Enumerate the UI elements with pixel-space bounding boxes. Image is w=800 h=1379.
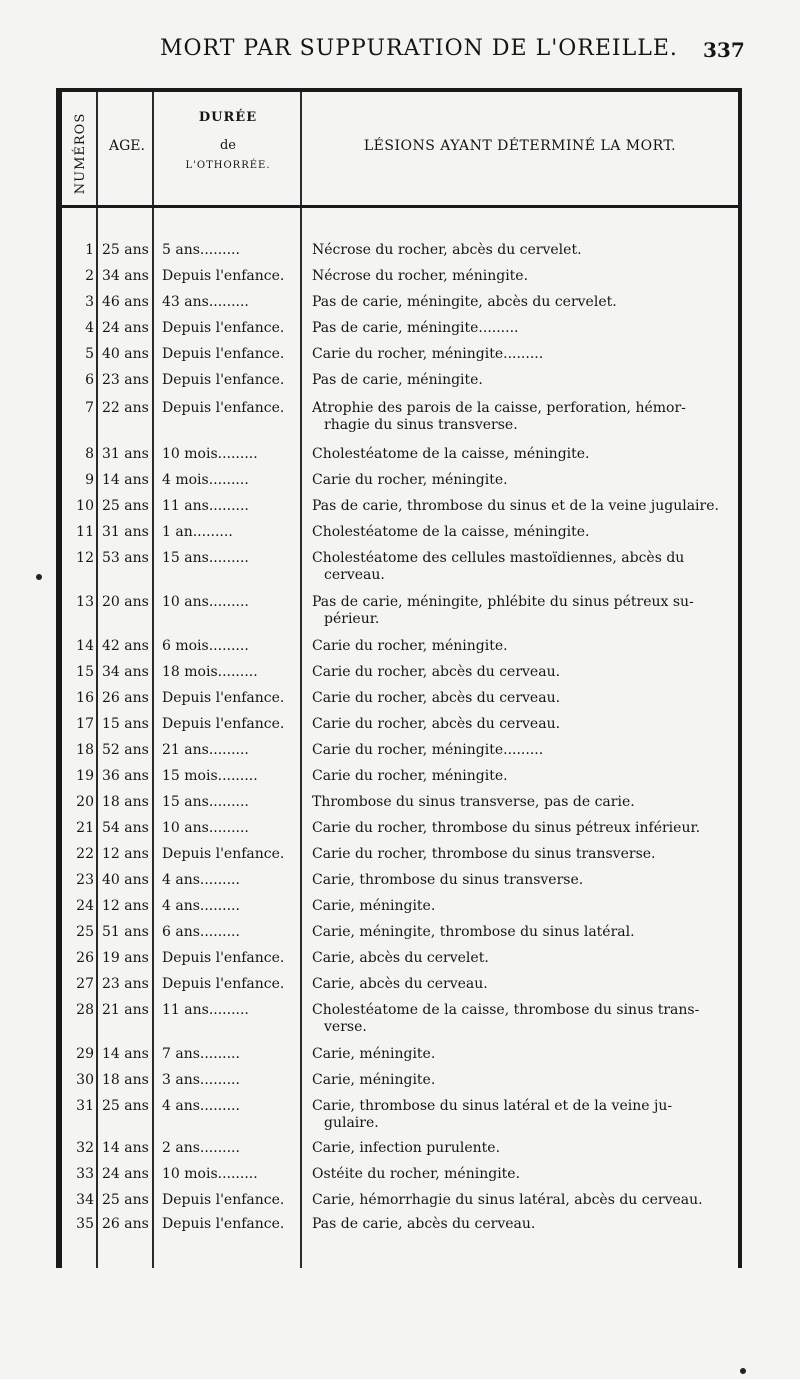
row-duration: 10 ans.........: [162, 594, 249, 610]
row-duration: 1 an.........: [162, 524, 233, 540]
row-number: 30: [76, 1072, 94, 1088]
row-number: 31: [76, 1098, 94, 1114]
row-age: 19 ans: [102, 950, 149, 966]
row-number: 25: [76, 924, 94, 940]
row-lesions-line: Carie du rocher, méningite.........: [312, 742, 544, 758]
row-lesions-line: Pas de carie, thrombose du sinus et de la veine jugulaire.: [312, 498, 719, 514]
row-age: 34 ans: [102, 664, 149, 680]
row-lesions-continuation: cerveau.: [324, 567, 385, 583]
row-lesions-line: Atrophie des parois de la caisse, perforation, hémor-: [312, 400, 686, 416]
row-duration: Depuis l'enfance.: [162, 950, 285, 966]
row-lesions: [312, 268, 738, 285]
row-age: 42 ans: [102, 638, 149, 654]
row-number: 16: [76, 690, 94, 706]
row-number: 15: [76, 664, 94, 680]
row-age: 12 ans: [102, 898, 149, 914]
row-lesions-line: Carie, thrombose du sinus latéral et de la veine ju-: [312, 1098, 673, 1114]
row-lesions-line: Pas de carie, méningite.: [312, 372, 483, 388]
column-header-duree-de: de: [219, 138, 236, 153]
row-lesions: [312, 294, 738, 311]
row-age: 52 ans: [102, 742, 149, 758]
row-lesions-line: Carie du rocher, méningite.: [312, 768, 508, 784]
row-lesions: [312, 594, 738, 628]
row-lesions: [312, 1166, 738, 1183]
row-lesions: [312, 846, 738, 863]
running-title: MORT PAR SUPPURATION DE L'OREILLE.: [160, 36, 678, 61]
row-lesions: [312, 690, 738, 707]
row-duration: Depuis l'enfance.: [162, 372, 285, 388]
row-duration: Depuis l'enfance.: [162, 268, 285, 284]
row-duration: 18 mois.........: [162, 664, 258, 680]
row-lesions: [312, 898, 738, 915]
row-lesions-line: Carie, méningite.: [312, 1046, 436, 1062]
row-lesions: [312, 1072, 738, 1089]
row-number: 35: [76, 1216, 94, 1232]
row-age: 36 ans: [102, 768, 149, 784]
row-lesions: [312, 1098, 738, 1132]
row-lesions: [312, 924, 738, 941]
row-age: 14 ans: [102, 472, 149, 488]
row-duration: 4 ans.........: [162, 872, 240, 888]
row-number: 23: [76, 872, 94, 888]
row-lesions: [312, 950, 738, 967]
row-lesions: [312, 1140, 738, 1157]
row-duration: Depuis l'enfance.: [162, 976, 285, 992]
row-duration: 10 mois.........: [162, 446, 258, 462]
row-lesions: [312, 242, 738, 259]
row-number: 5: [85, 346, 94, 362]
row-number: 9: [85, 472, 94, 488]
row-number: 24: [76, 898, 94, 914]
row-lesions-line: Carie, méningite.: [312, 898, 436, 914]
row-lesions: [312, 472, 738, 489]
row-lesions-line: Pas de carie, méningite, phlébite du sinus pétreux su-: [312, 594, 694, 610]
row-lesions: [312, 976, 738, 993]
row-lesions: [312, 446, 738, 463]
row-age: 26 ans: [102, 690, 149, 706]
row-age: 18 ans: [102, 794, 149, 810]
row-lesions-line: Carie du rocher, méningite.: [312, 472, 508, 488]
row-number: 3: [85, 294, 94, 310]
row-duration: Depuis l'enfance.: [162, 1216, 285, 1232]
row-number: 8: [85, 446, 94, 462]
row-age: 31 ans: [102, 446, 149, 462]
row-lesions-line: Pas de carie, méningite.........: [312, 320, 519, 336]
row-number: 10: [76, 498, 94, 514]
row-age: 22 ans: [102, 400, 149, 416]
row-lesions-line: Carie du rocher, abcès du cerveau.: [312, 664, 561, 680]
column-header-lesions: LÉSIONS AYANT DÉTERMINÉ LA MORT.: [363, 138, 677, 154]
row-lesions-line: Carie du rocher, abcès du cerveau.: [312, 716, 561, 732]
row-lesions-line: Carie du rocher, thrombose du sinus transverse.: [312, 846, 656, 862]
row-age: 20 ans: [102, 594, 149, 610]
row-lesions-line: Carie, thrombose du sinus transverse.: [312, 872, 584, 888]
row-lesions: [312, 320, 738, 337]
row-age: 25 ans: [102, 498, 149, 514]
row-lesions: [312, 638, 738, 655]
row-lesions: [312, 872, 738, 889]
row-age: 25 ans: [102, 242, 149, 258]
row-number: 26: [76, 950, 94, 966]
row-number: 34: [76, 1192, 94, 1208]
row-lesions: [312, 716, 738, 733]
row-age: 25 ans: [102, 1098, 149, 1114]
row-number: 12: [76, 550, 94, 566]
row-duration: 4 ans.........: [162, 898, 240, 914]
column-header-age: AGE.: [109, 138, 145, 154]
row-lesions: [312, 768, 738, 785]
row-duration: Depuis l'enfance.: [162, 320, 285, 336]
row-age: 18 ans: [102, 1072, 149, 1088]
row-number: 33: [76, 1166, 94, 1182]
row-duration: 7 ans.........: [162, 1046, 240, 1062]
row-lesions: [312, 820, 738, 837]
row-lesions-line: Pas de carie, abcès du cerveau.: [312, 1216, 536, 1232]
row-age: 24 ans: [102, 320, 149, 336]
row-number: 17: [76, 716, 94, 732]
row-lesions: [312, 1046, 738, 1063]
row-duration: Depuis l'enfance.: [162, 400, 285, 416]
row-lesions: [312, 794, 738, 811]
row-lesions: [312, 1002, 738, 1036]
column-header-duree: DURÉE: [198, 110, 258, 125]
row-number: 27: [76, 976, 94, 992]
row-duration: Depuis l'enfance.: [162, 1192, 285, 1208]
row-lesions: [312, 372, 738, 389]
row-duration: Depuis l'enfance.: [162, 690, 285, 706]
row-duration: 4 ans.........: [162, 1098, 240, 1114]
row-lesions-continuation: gulaire.: [324, 1115, 379, 1131]
row-lesions-continuation: verse.: [324, 1019, 367, 1035]
row-duration: 21 ans.........: [162, 742, 249, 758]
row-age: 24 ans: [102, 1166, 149, 1182]
row-lesions-line: Nécrose du rocher, abcès du cervelet.: [312, 242, 582, 258]
row-lesions: [312, 742, 738, 759]
row-lesions-line: Carie, méningite, thrombose du sinus latéral.: [312, 924, 635, 940]
row-number: 32: [76, 1140, 94, 1156]
row-duration: 6 mois.........: [162, 638, 249, 654]
row-age: 53 ans: [102, 550, 149, 566]
row-duration: 5 ans.........: [162, 242, 240, 258]
row-lesions: [312, 498, 738, 515]
row-age: 21 ans: [102, 1002, 149, 1018]
row-duration: 10 mois.........: [162, 1166, 258, 1182]
row-duration: 4 mois.........: [162, 472, 249, 488]
row-number: 20: [76, 794, 94, 810]
row-number: 22: [76, 846, 94, 862]
row-duration: 15 ans.........: [162, 550, 249, 566]
row-lesions-continuation: périeur.: [324, 611, 380, 627]
row-lesions-continuation: rhagie du sinus transverse.: [324, 417, 518, 433]
row-lesions-line: Cholestéatome de la caisse, thrombose du sinus trans-: [312, 1002, 700, 1018]
row-duration: 3 ans.........: [162, 1072, 240, 1088]
row-age: 40 ans: [102, 872, 149, 888]
row-age: 23 ans: [102, 372, 149, 388]
row-age: 54 ans: [102, 820, 149, 836]
row-duration: 2 ans.........: [162, 1140, 240, 1156]
row-age: 15 ans: [102, 716, 149, 732]
row-lesions-line: Cholestéatome des cellules mastoïdiennes, abcès du: [312, 550, 685, 566]
row-lesions-line: Nécrose du rocher, méningite.: [312, 268, 529, 284]
row-lesions-line: Carie, abcès du cerveau.: [312, 976, 488, 992]
row-age: 31 ans: [102, 524, 149, 540]
row-age: 51 ans: [102, 924, 149, 940]
row-duration: 15 ans.........: [162, 794, 249, 810]
row-duration: Depuis l'enfance.: [162, 846, 285, 862]
row-number: 21: [76, 820, 94, 836]
row-duration: 43 ans.........: [162, 294, 249, 310]
row-lesions-line: Carie, abcès du cervelet.: [312, 950, 489, 966]
row-number: 28: [76, 1002, 94, 1018]
row-lesions-line: Carie, méningite.: [312, 1072, 436, 1088]
row-lesions: [312, 1216, 738, 1233]
row-lesions: [312, 346, 738, 363]
row-lesions-line: Cholestéatome de la caisse, méningite.: [312, 524, 590, 540]
row-lesions-line: Cholestéatome de la caisse, méningite.: [312, 446, 590, 462]
row-duration: 11 ans.........: [162, 1002, 249, 1018]
row-lesions: [312, 1192, 738, 1209]
row-lesions: [312, 400, 738, 434]
page-number: 337: [703, 38, 745, 62]
row-lesions: [312, 524, 738, 541]
column-header-numeros-label: NUMÉROS: [73, 112, 89, 194]
row-lesions-line: Carie du rocher, méningite.: [312, 638, 508, 654]
row-number: 19: [76, 768, 94, 784]
row-number: 2: [85, 268, 94, 284]
row-number: 7: [85, 400, 94, 416]
column-header-duree-othorree: L'OTHORRÉE.: [185, 160, 271, 171]
row-duration: Depuis l'enfance.: [162, 346, 285, 362]
row-age: 25 ans: [102, 1192, 149, 1208]
row-lesions-line: Carie du rocher, thrombose du sinus pétreux inférieur.: [312, 820, 701, 836]
row-number: 14: [76, 638, 94, 654]
row-lesions: [312, 664, 738, 681]
row-duration: 15 mois.........: [162, 768, 258, 784]
row-lesions-line: Pas de carie, méningite, abcès du cervelet.: [312, 294, 617, 310]
row-age: 46 ans: [102, 294, 149, 310]
row-number: 6: [85, 372, 94, 388]
row-number: 4: [85, 320, 94, 336]
row-number: 18: [76, 742, 94, 758]
row-age: 34 ans: [102, 268, 149, 284]
row-lesions-line: Carie du rocher, abcès du cerveau.: [312, 690, 561, 706]
row-number: 13: [76, 594, 94, 610]
row-duration: Depuis l'enfance.: [162, 716, 285, 732]
row-duration: 6 ans.........: [162, 924, 240, 940]
row-number: 1: [85, 242, 94, 258]
row-lesions: [312, 550, 738, 584]
row-lesions-line: Ostéite du rocher, méningite.: [312, 1166, 521, 1182]
row-age: 14 ans: [102, 1046, 149, 1062]
row-lesions-line: Carie, hémorrhagie du sinus latéral, abcès du cerveau.: [312, 1192, 703, 1208]
row-lesions-line: Carie, infection purulente.: [312, 1140, 501, 1156]
row-lesions-line: Thrombose du sinus transverse, pas de carie.: [312, 794, 635, 810]
row-duration: 10 ans.........: [162, 820, 249, 836]
row-number: 29: [76, 1046, 94, 1062]
row-number: 11: [76, 524, 94, 540]
row-age: 40 ans: [102, 346, 149, 362]
row-age: 12 ans: [102, 846, 149, 862]
row-age: 26 ans: [102, 1216, 149, 1232]
row-lesions-line: Carie du rocher, méningite.........: [312, 346, 544, 362]
row-age: 14 ans: [102, 1140, 149, 1156]
row-duration: 11 ans.........: [162, 498, 249, 514]
row-age: 23 ans: [102, 976, 149, 992]
